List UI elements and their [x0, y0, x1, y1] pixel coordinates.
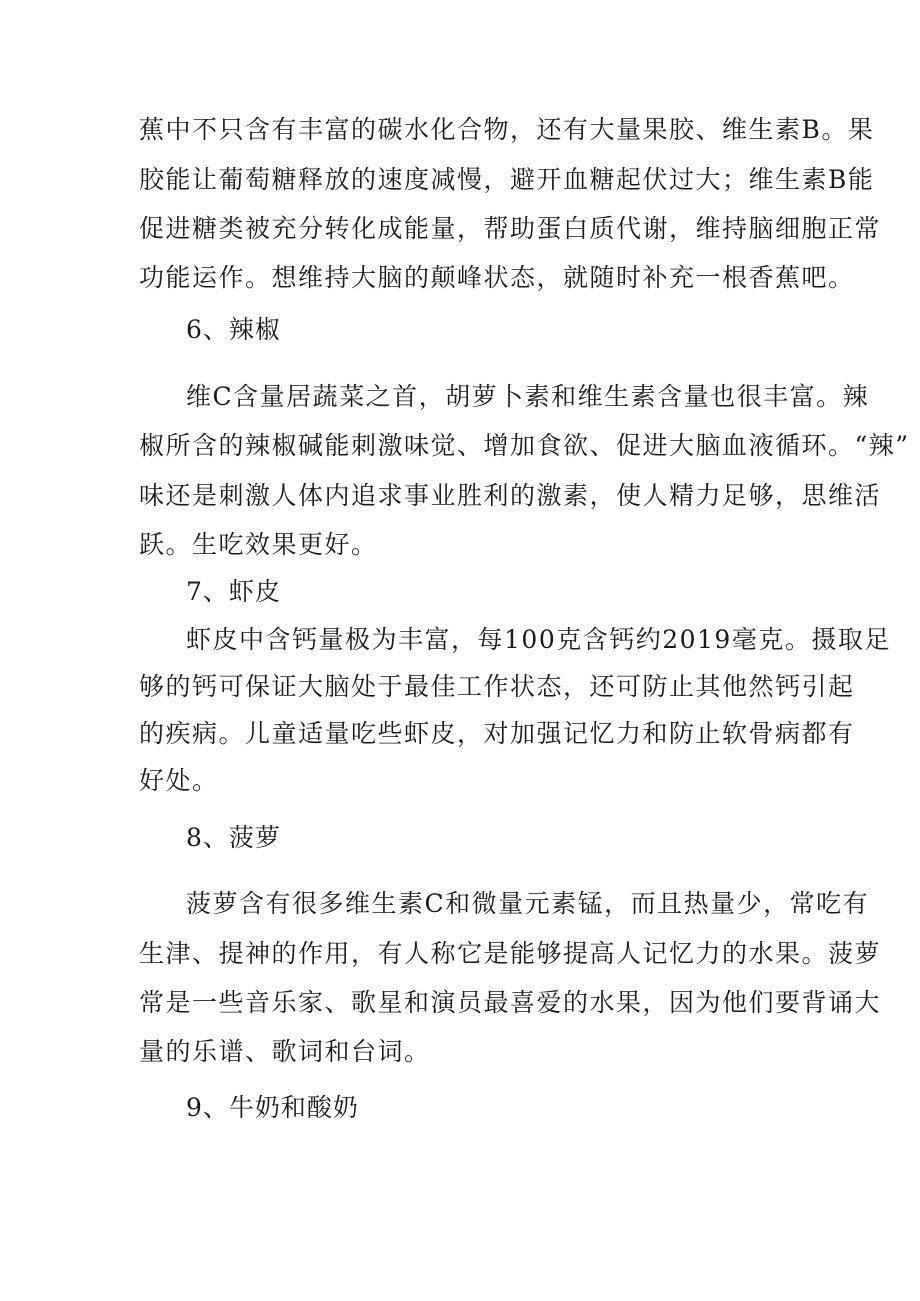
paragraph-line: 好处。: [139, 766, 219, 795]
paragraph-line: 的疾病。儿童适量吃些虾皮，对加强记忆力和防止软骨病都有: [139, 719, 855, 748]
section-heading: 8、菠萝: [186, 823, 281, 852]
paragraph-line: 菠萝含有很多维生素C和微量元素锰，而且热量少，常吃有: [186, 889, 870, 918]
paragraph-line: 生津、提神的作用，有人称它是能够提高人记忆力的水果。菠萝: [139, 939, 882, 968]
section-heading: 9、牛奶和酸奶: [186, 1093, 359, 1122]
paragraph-line: 虾皮中含钙量极为丰富，每100克含钙约2019毫克。摄取足: [186, 625, 891, 654]
paragraph-line: 够的钙可保证大脑处于最佳工作状态，还可防止其他然钙引起: [139, 672, 855, 701]
paragraph-line: 量的乐谱、歌词和台词。: [139, 1037, 431, 1066]
paragraph-line: 功能运作。想维持大脑的颠峰状态，就随时补充一根香蕉吧。: [139, 263, 855, 292]
paragraph-line: 维C含量居蔬菜之首，胡萝卜素和维生素含量也很丰富。辣: [186, 382, 870, 411]
paragraph-line: 蕉中不只含有丰富的碳水化合物，还有大量果胶、维生素B。果: [139, 115, 875, 144]
paragraph-line: 促进糖类被充分转化成能量，帮助蛋白质代谢，维持脑细胞正常: [139, 214, 882, 243]
paragraph-line: 味还是刺激人体内追求事业胜利的激素，使人精力足够，思维活: [139, 481, 882, 510]
paragraph-line: 常是一些音乐家、歌星和演员最喜爱的水果，因为他们要背诵大: [139, 988, 882, 1017]
paragraph-line: 跃。生吃效果更好。: [139, 530, 378, 559]
section-heading: 7、虾皮: [186, 577, 281, 606]
paragraph-line: 胶能让葡萄糖释放的速度减慢，避开血糖起伏过大；维生素B能: [139, 165, 875, 194]
paragraph-line: 椒所含的辣椒碱能刺激味觉、增加食欲、促进大脑血液循环。“辣”: [139, 431, 910, 460]
section-heading: 6、辣椒: [186, 315, 281, 344]
